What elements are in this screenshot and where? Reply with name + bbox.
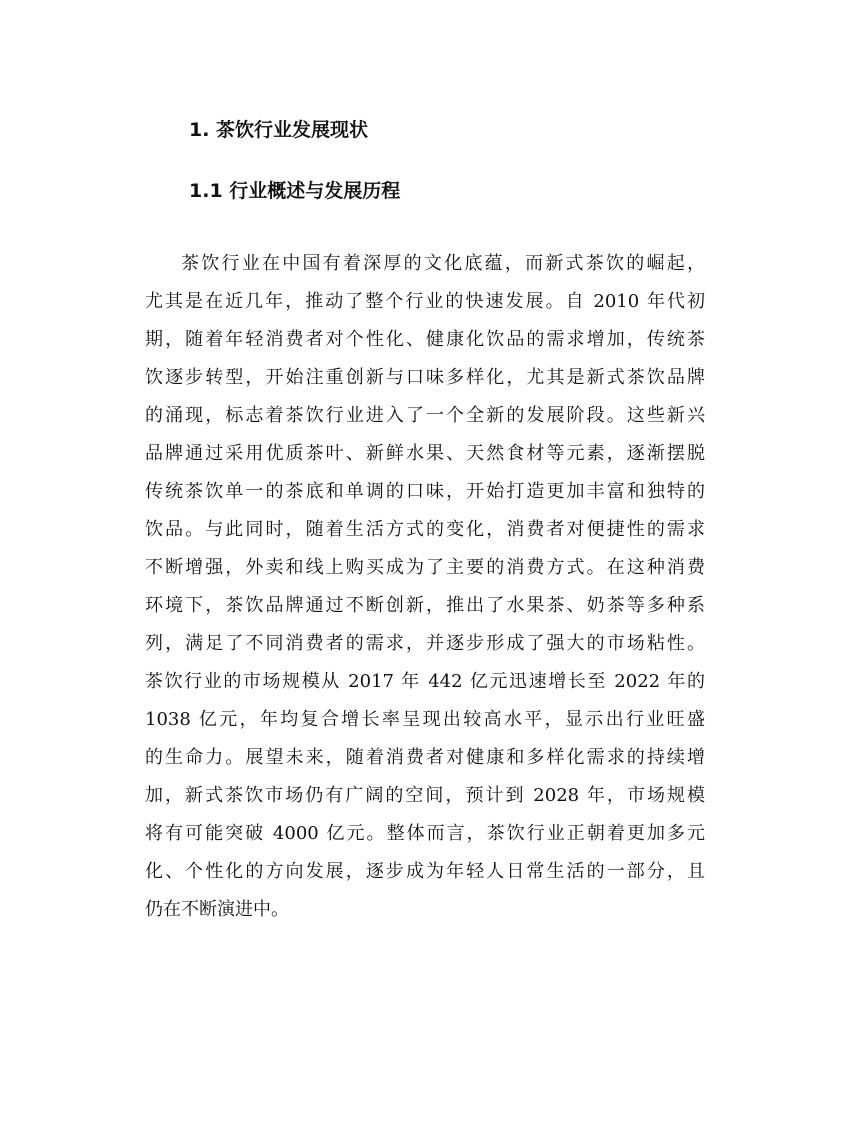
paragraph-line: 的涌现，标志着茶饮行业进入了一个全新的发展阶段。这些新兴 [145,405,705,426]
paragraph-line: 茶饮行业在中国有着深厚的文化底蕴，而新式茶饮的崛起， [181,253,705,274]
subsection-heading: 1.1 行业概述与发展历程 [189,180,401,202]
paragraph-line: 的生命力。展望未来，随着消费者对健康和多样化需求的持续增 [145,747,705,768]
paragraph-line: 化、个性化的方向发展，逐步成为年轻人日常生活的一部分，且 [145,861,705,882]
paragraph-line: 茶饮行业的市场规模从 2017 年 442 亿元迅速增长至 2022 年的 [145,671,705,692]
body-paragraph [145,245,705,929]
paragraph-line: 饮逐步转型，开始注重创新与口味多样化，尤其是新式茶饮品牌 [145,367,705,388]
paragraph-line: 1038 亿元，年均复合增长率呈现出较高水平，显示出行业旺盛 [145,709,705,730]
paragraph-line: 加，新式茶饮市场仍有广阔的空间，预计到 2028 年，市场规模 [145,785,705,806]
paragraph-line: 环境下，茶饮品牌通过不断创新，推出了水果茶、奶茶等多种系 [145,595,705,616]
paragraph-line: 列，满足了不同消费者的需求，并逐步形成了强大的市场粘性。 [145,633,705,654]
paragraph-line: 仍在不断演进中。 [145,899,289,920]
paragraph-line: 期，随着年轻消费者对个性化、健康化饮品的需求增加，传统茶 [145,329,705,350]
paragraph-line: 不断增强，外卖和线上购买成为了主要的消费方式。在这种消费 [145,557,705,578]
paragraph-line: 尤其是在近几年，推动了整个行业的快速发展。自 2010 年代初 [145,291,705,312]
paragraph-line: 品牌通过采用优质茶叶、新鲜水果、天然食材等元素，逐渐摆脱 [145,443,705,464]
section-heading: 1. 茶饮行业发展现状 [189,119,369,141]
paragraph-line: 传统茶饮单一的茶底和单调的口味，开始打造更加丰富和独特的 [145,481,705,502]
paragraph-line: 将有可能突破 4000 亿元。整体而言，茶饮行业正朝着更加多元 [145,823,705,844]
paragraph-line: 饮品。与此同时，随着生活方式的变化，消费者对便捷性的需求 [145,519,705,540]
